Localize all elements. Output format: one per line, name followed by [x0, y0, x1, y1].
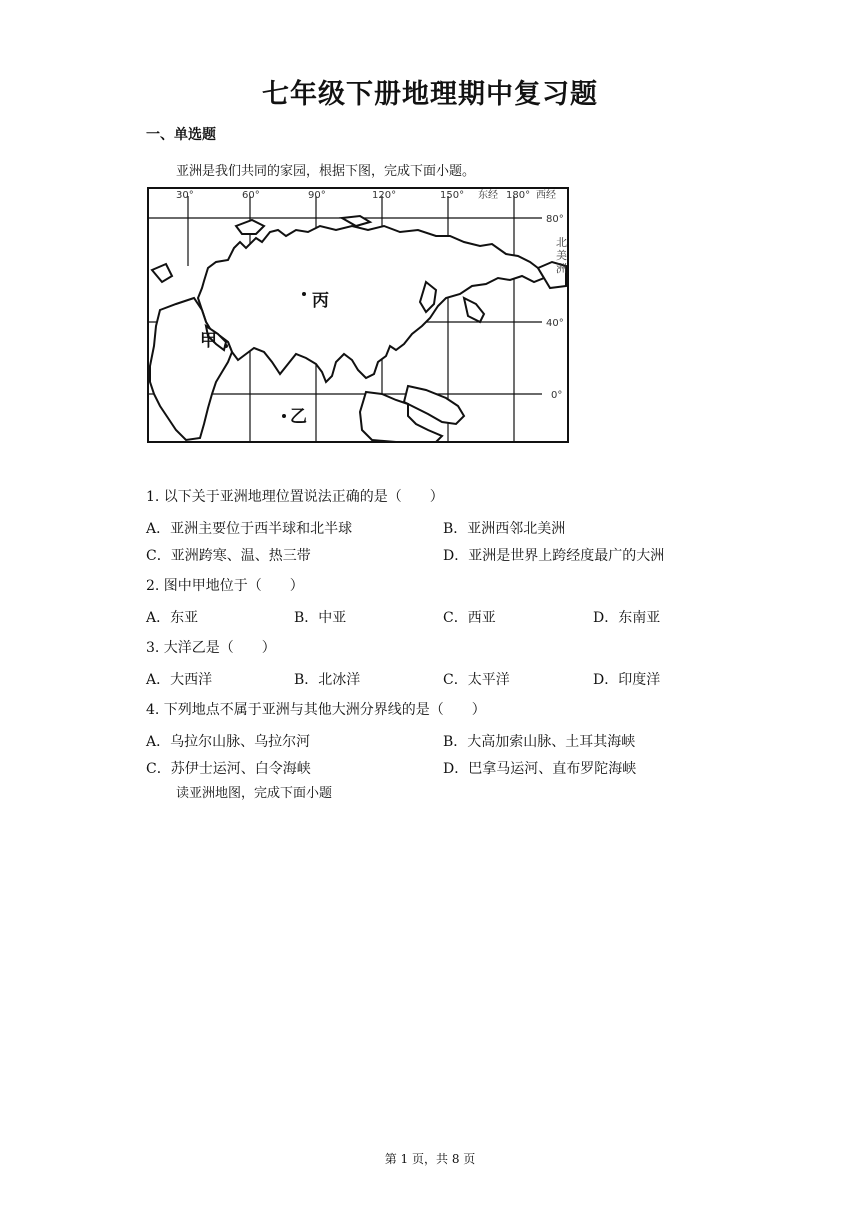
svg-text:美: 美	[556, 249, 567, 262]
lat-label-40: 40°	[546, 318, 564, 329]
svg-text:洲: 洲	[556, 262, 567, 275]
q2-option-c: C．西亚	[443, 610, 496, 626]
q3-option-b: B．北冰洋	[294, 672, 361, 688]
lon-label-west: 西经	[536, 190, 556, 201]
q3-option-c: C．太平洋	[443, 672, 510, 688]
north-america-text: 北美洲	[556, 206, 559, 207]
q2-option-d: D．东南亚	[593, 610, 661, 626]
q4-option-c: C．苏伊士运河、白令海峡	[146, 761, 311, 777]
lat-label-0: 0°	[551, 390, 563, 401]
lon-label-90: 90°	[308, 190, 326, 201]
q4-option-a: A．乌拉尔山脉、乌拉尔河	[146, 734, 311, 750]
section-heading: 一、单选题	[146, 127, 216, 143]
asia-map	[146, 186, 570, 444]
svg-text:北: 北	[556, 236, 567, 249]
q4-option-b: B．大高加索山脉、土耳其海峡	[443, 734, 636, 750]
intro-text: 亚洲是我们共同的家园，根据下图，完成下面小题。	[176, 164, 476, 179]
lon-label-150: 150°	[440, 190, 465, 201]
page-title: 七年级下册地理期中复习题	[262, 79, 598, 110]
lat-label-80: 80°	[546, 214, 564, 225]
q2-option-b: B．中亚	[294, 610, 347, 626]
label-jia: 甲	[200, 331, 217, 351]
q1-option-b: B．亚洲西邻北美洲	[443, 521, 566, 537]
page-footer: 第 1 页，共 8 页	[384, 1152, 476, 1166]
label-bing: 丙	[312, 291, 329, 311]
q1-option-d: D．亚洲是世界上跨经度最广的大洲	[443, 548, 665, 564]
question-1-stem: 1. 以下关于亚洲地理位置说法正确的是（ ）	[146, 489, 444, 505]
q1-option-a: A．亚洲主要位于西半球和北半球	[146, 521, 353, 537]
intro-text-2: 读亚洲地图，完成下面小题	[176, 786, 333, 801]
q4-option-d: D．巴拿马运河、直布罗陀海峡	[443, 761, 637, 777]
q1-option-c: C．亚洲跨寒、温、热三带	[146, 548, 311, 564]
q3-option-d: D．印度洋	[593, 672, 661, 688]
q3-option-a: A．大西洋	[146, 672, 213, 688]
north-america-label	[556, 236, 567, 275]
lon-label-60: 60°	[242, 190, 260, 201]
lon-label-180: 180°	[506, 190, 531, 201]
lon-label-30: 30°	[176, 190, 194, 201]
question-2-stem: 2. 图中甲地位于（ ）	[146, 578, 304, 594]
label-yi: 乙	[290, 407, 307, 427]
question-3-stem: 3. 大洋乙是（ ）	[146, 640, 276, 656]
q2-option-a: A．东亚	[146, 610, 199, 626]
lon-label-120: 120°	[372, 190, 397, 201]
lon-label-east: 东经	[478, 190, 498, 201]
question-4-stem: 4. 下列地点不属于亚洲与其他大洲分界线的是（ ）	[146, 702, 486, 718]
